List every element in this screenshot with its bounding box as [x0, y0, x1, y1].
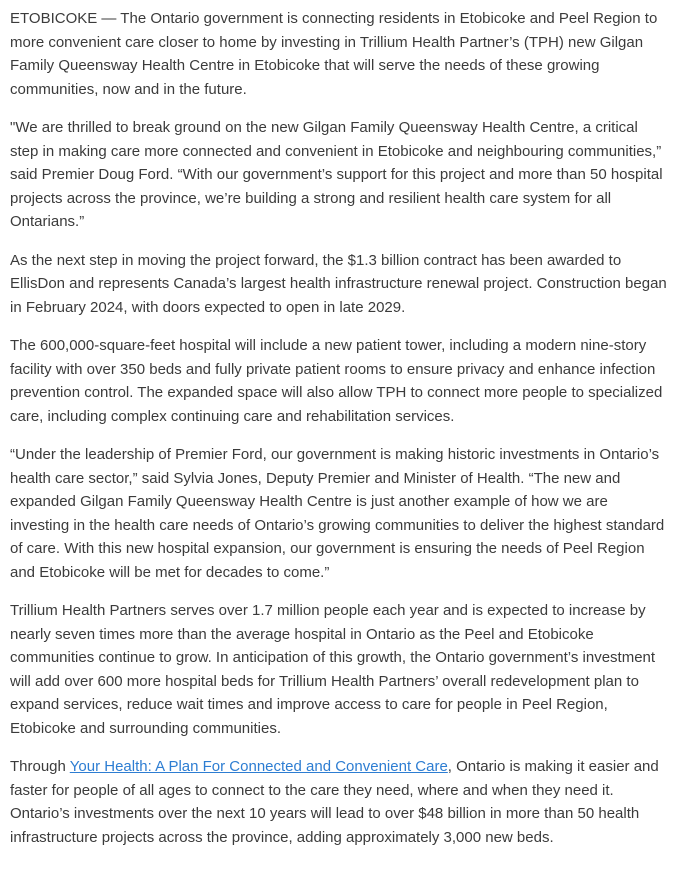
paragraph-closing [10, 755, 670, 849]
your-health-plan-link[interactable]: Your Health: A Plan For Connected and Convenient Care [69, 758, 448, 775]
paragraph-ford-quote: "We are thrilled to break ground on the new Gilgan Family Queensway Health Centre, a critical step in making care more connected and convenient in Etobicoke and neighbouring communities,” said Premier Doug Ford. “With our government’s support for this project and more than 50 hospital projects across the province, we’re building a strong and resilient health care system for all Ontarians.” [10, 119, 663, 230]
paragraph-intro: ETOBICOKE — The Ontario government is connecting residents in Etobicoke and Peel Region to more convenient care closer to home by investing in Trillium Health Partner’s (TPH) new Gilgan Family Queensway Health Centre in Etobicoke that will serve the needs of these growing communities, now and in the future. [10, 10, 658, 98]
paragraph-hospital-details: The 600,000-square-feet hospital will include a new patient tower, including a modern nine-story facility with over 350 beds and fully private patient rooms to ensure privacy and enhance infection prevention control. The expanded space will also allow TPH to connect more people to specialized care, including complex continuing care and rehabilitation services. [10, 337, 663, 425]
paragraph-text-after-link: , Ontario is making it easier and faster for people of all ages to connect to the care they need, where and when they need it. Ontario’s investments over the next 10 years will lead to over $48 billion in more than 50 health infrastructure projects across the province, adding approximately 3,000 new beds. [10, 758, 659, 846]
paragraph-text-before-link: Through [10, 758, 70, 775]
paragraph-contract: As the next step in moving the project forward, the $1.3 billion contract has been awarded to EllisDon and represents Canada’s largest health infrastructure renewal project. Construction began in February 2024, with doors expected to open in late 2029. [10, 251, 667, 316]
paragraph-trillium-growth: Trillium Health Partners serves over 1.7 million people each year and is expected to increase by nearly seven times more than the average hospital in Ontario as the Peel and Etobicoke communities continue to grow. In anticipation of this growth, the Ontario government’s investment will add over 600 more hospital beds for Trillium Health Partners’ overall redevelopment plan to expand services, reduce wait times and improve access to care for people in Peel Region, Etobicoke and surrounding communities. [10, 602, 656, 737]
paragraph-jones-quote: “Under the leadership of Premier Ford, our government is making historic investments in Ontario’s health care sector,” said Sylvia Jones, Deputy Premier and Minister of Health. “The new and expanded Gilgan Family Queensway Health Centre is just another example of how we are investing in the health care needs of Ontario’s growing communities to deliver the highest standard of care. With this new hospital expansion, our government is ensuring the needs of Peel Region and Etobicoke will be met for decades to come.” [10, 446, 665, 581]
